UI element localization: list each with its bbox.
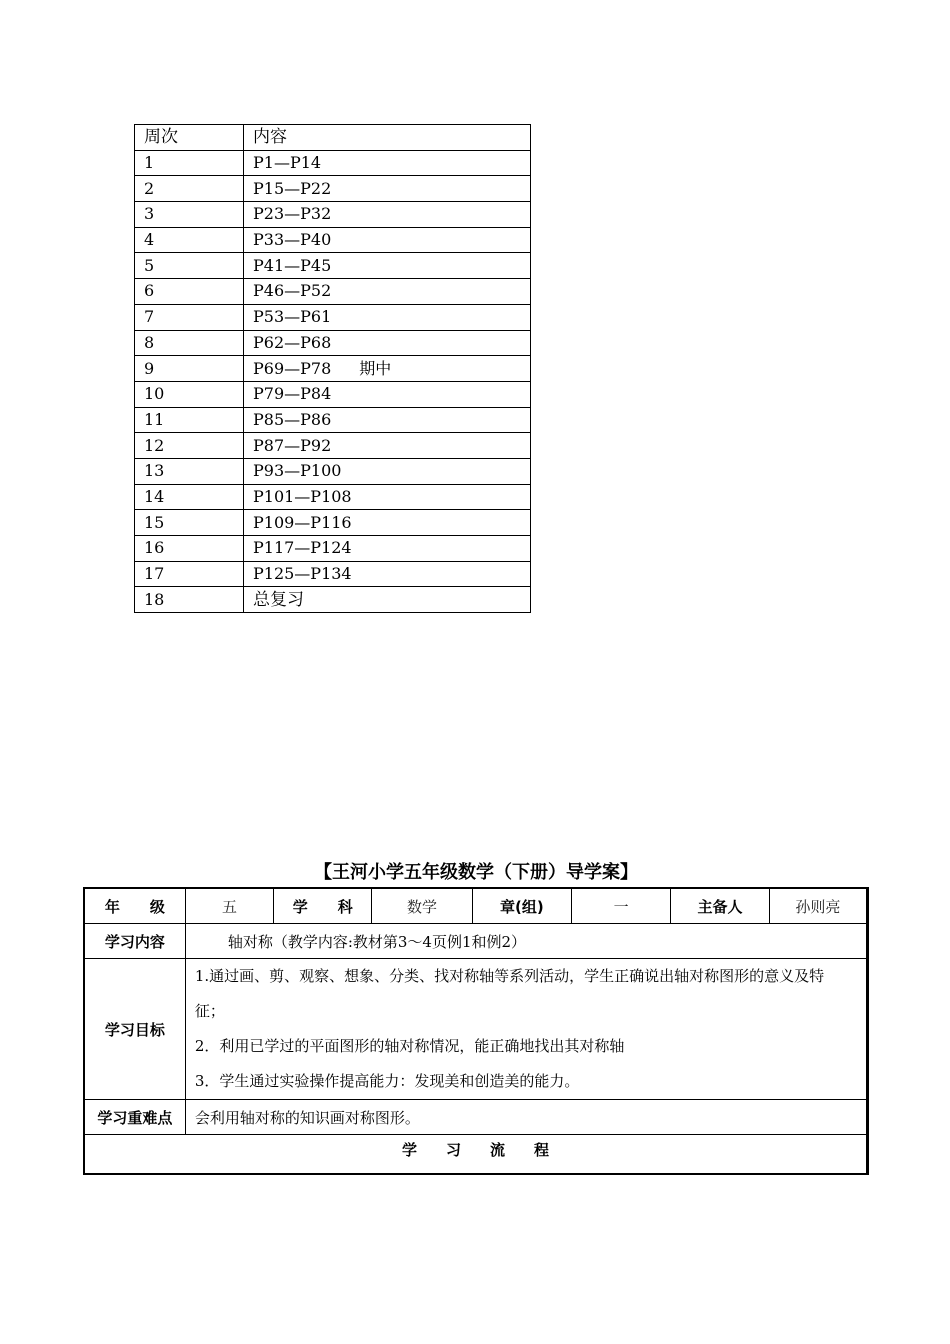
content-cell: P33—P40	[244, 227, 531, 253]
content-cell: P46—P52	[244, 279, 531, 305]
subject-label: 学 科	[274, 888, 372, 924]
week-cell: 1	[135, 150, 244, 176]
content-cell: P23—P32	[244, 202, 531, 228]
goal-line: 3．学生通过实验操作提高能力：发现美和创造美的能力。	[194, 1072, 580, 1090]
table-row	[135, 561, 531, 587]
week-cell: 10	[135, 381, 244, 407]
content-value: 轴对称（教学内容:教材第3～4页例1和例2）	[185, 924, 867, 959]
content-cell: P117—P124	[244, 536, 531, 562]
content-cell: P85—P86	[244, 407, 531, 433]
content-cell: P87—P92	[244, 433, 531, 459]
week-cell: 18	[135, 587, 244, 613]
flow-char: 程	[533, 1141, 549, 1159]
midterm-note: 期中	[359, 358, 392, 378]
content-cell: P101—P108	[244, 484, 531, 510]
week-cell: 3	[135, 202, 244, 228]
grade-label: 年 级	[84, 888, 185, 924]
table-row	[135, 510, 531, 536]
table-row	[135, 227, 531, 253]
content-cell: P53—P61	[244, 304, 531, 330]
week-cell: 5	[135, 253, 244, 279]
guide-title: 【王河小学五年级数学（下册）导学案】	[314, 862, 638, 883]
content-cell: 总复习	[244, 587, 531, 613]
guide-difficulty-row	[84, 1100, 868, 1135]
table-row	[135, 536, 531, 562]
flow-char: 学	[401, 1141, 417, 1159]
difficulty-value: 会利用轴对称的知识画对称图形。	[185, 1100, 867, 1135]
content-cell: P41—P45	[244, 253, 531, 279]
table-row	[135, 587, 531, 613]
guide-flow-row	[84, 1135, 868, 1175]
grade-value: 五	[185, 888, 273, 924]
schedule-header-content: 内容	[244, 125, 531, 151]
table-row	[135, 407, 531, 433]
flow-heading	[84, 1135, 868, 1175]
guide-info-row	[84, 888, 868, 924]
guide-content-row	[84, 924, 868, 959]
table-row	[135, 381, 531, 407]
schedule-header-week: 周次	[135, 125, 244, 151]
table-row	[135, 202, 531, 228]
content-cell: P125—P134	[244, 561, 531, 587]
preparer-label: 主备人	[671, 888, 769, 924]
content-range: P69—P78	[253, 358, 332, 378]
week-cell: 8	[135, 330, 244, 356]
week-cell: 17	[135, 561, 244, 587]
preparer-value: 孙则亮	[769, 888, 867, 924]
table-row	[135, 356, 531, 382]
goals-label: 学习目标	[84, 959, 185, 1100]
week-cell: 14	[135, 484, 244, 510]
content-cell: P1—P14	[244, 150, 531, 176]
content-cell: P109—P116	[244, 510, 531, 536]
week-cell: 6	[135, 279, 244, 305]
week-cell: 9	[135, 356, 244, 382]
week-cell: 13	[135, 458, 244, 484]
goals-cell	[185, 959, 867, 1100]
guide-table	[83, 887, 869, 1175]
flow-char: 习	[445, 1141, 461, 1159]
content-cell	[244, 356, 531, 382]
table-row	[135, 150, 531, 176]
difficulty-label: 学习重难点	[84, 1100, 185, 1135]
content-cell: P15—P22	[244, 176, 531, 202]
table-row	[135, 458, 531, 484]
table-row	[135, 176, 531, 202]
schedule-table	[134, 124, 531, 613]
week-cell: 16	[135, 536, 244, 562]
table-row	[135, 279, 531, 305]
content-cell: P79—P84	[244, 381, 531, 407]
chapter-label: 章(组)	[472, 888, 571, 924]
table-row	[135, 330, 531, 356]
week-cell: 12	[135, 433, 244, 459]
content-cell: P62—P68	[244, 330, 531, 356]
week-cell: 11	[135, 407, 244, 433]
subject-value: 数学	[372, 888, 472, 924]
goal-line: 征；	[194, 1002, 225, 1020]
schedule-header-row	[135, 125, 531, 151]
table-row	[135, 433, 531, 459]
flow-char: 流	[489, 1141, 505, 1159]
week-cell: 2	[135, 176, 244, 202]
guide-goals-row	[84, 959, 868, 1100]
chapter-value: 一	[572, 888, 671, 924]
table-row	[135, 484, 531, 510]
content-cell: P93—P100	[244, 458, 531, 484]
week-cell: 7	[135, 304, 244, 330]
week-cell: 4	[135, 227, 244, 253]
table-row	[135, 304, 531, 330]
goal-line: 1.通过画、剪、观察、想象、分类、找对称轴等系列活动，学生正确说出轴对称图形的意义及特	[194, 967, 825, 985]
goal-line: 2．利用已学过的平面图形的轴对称情况，能正确地找出其对称轴	[194, 1037, 625, 1055]
week-cell: 15	[135, 510, 244, 536]
content-label: 学习内容	[84, 924, 185, 959]
table-row	[135, 253, 531, 279]
